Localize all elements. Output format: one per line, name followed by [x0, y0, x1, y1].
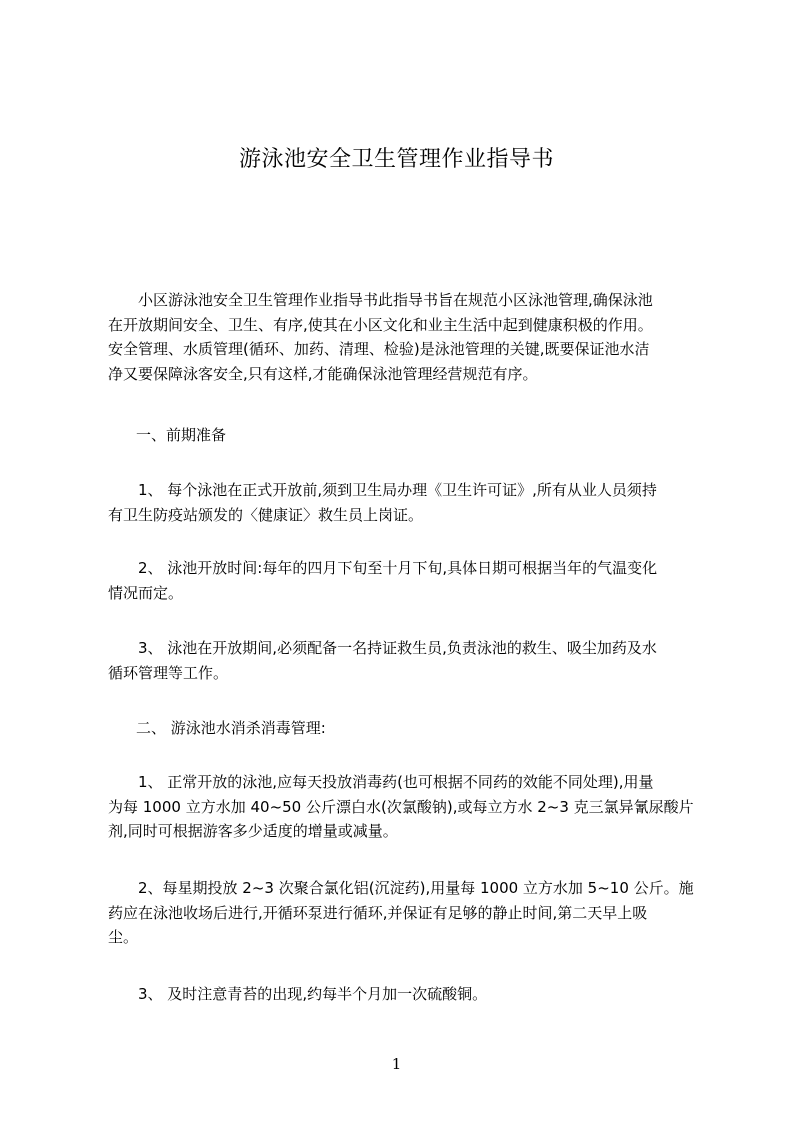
section2-heading: 二、 游泳池水消杀消毒管理:	[136, 719, 326, 737]
intro-line: 净又要保障泳客安全,只有这样,才能确保泳池管理经营规范有序。	[108, 364, 538, 383]
item-line: 循环管理等工作。	[108, 663, 229, 682]
item-line: 3、 泳池在开放期间,必须配备一名持证救生员,负责泳池的救生、吸尘加药及水	[138, 639, 657, 657]
intro-line: 在开放期间安全、卫生、有序,使其在小区文化和业主生活中起到健康积极的作用。	[108, 315, 653, 334]
item-line: 情况而定。	[108, 583, 184, 602]
item-line: 2、每星期投放 2~3 次聚合氯化铝(沉淀药),用量每 1000 立方水加 5~10 公斤。施	[138, 879, 694, 897]
section1-item3	[108, 636, 708, 685]
section2-item2	[108, 876, 708, 950]
section1-item1	[108, 478, 708, 527]
item-line: 2、 泳池开放时间:每年的四月下旬至十月下旬,具体日期可根据当年的气温变化	[138, 559, 658, 577]
page-number: 1	[391, 1055, 402, 1073]
item-line: 为每 1000 立方水加 40~50 公斤漂白水(次氯酸钠),或每立方水 2~3 克三氯异氰尿酸片	[108, 797, 694, 816]
item-line: 1、 正常开放的泳池,应每天投放消毒药(也可根据不同药的效能不同处理),用量	[138, 773, 654, 791]
item-line: 剂,同时可根据游客多少适度的增量或减量。	[108, 822, 398, 840]
item-line: 1、 每个泳池在正式开放前,须到卫生局办理《卫生许可证》,所有从业人员须持	[138, 481, 657, 499]
item-line: 有卫生防疫站颁发的〈健康证〉救生员上岗证。	[108, 505, 424, 524]
intro-line: 安全管理、水质管理(循环、加药、清理、检验)是泳池管理的关键,既要保证池水洁	[108, 340, 650, 358]
section2-item1	[108, 770, 708, 844]
section1-heading: 一、前期准备	[136, 426, 227, 444]
section2-item3	[108, 982, 708, 1007]
intro-line: 小区游泳池安全卫生管理作业指导书此指导书旨在规范小区泳池管理,确保泳池	[138, 291, 653, 309]
intro-paragraph	[108, 288, 708, 386]
section1-item2	[108, 556, 708, 605]
item-line: 药应在泳池收场后进行,开循环泵进行循环,并保证有足够的静止时间,第二天早上吸	[108, 903, 648, 922]
item-line: 尘。	[108, 928, 139, 946]
document-title: 游泳池安全卫生管理作业指导书	[238, 147, 554, 172]
item-line: 3、 及时注意青苔的出现,约每半个月加一次硫酸铜。	[138, 985, 488, 1003]
